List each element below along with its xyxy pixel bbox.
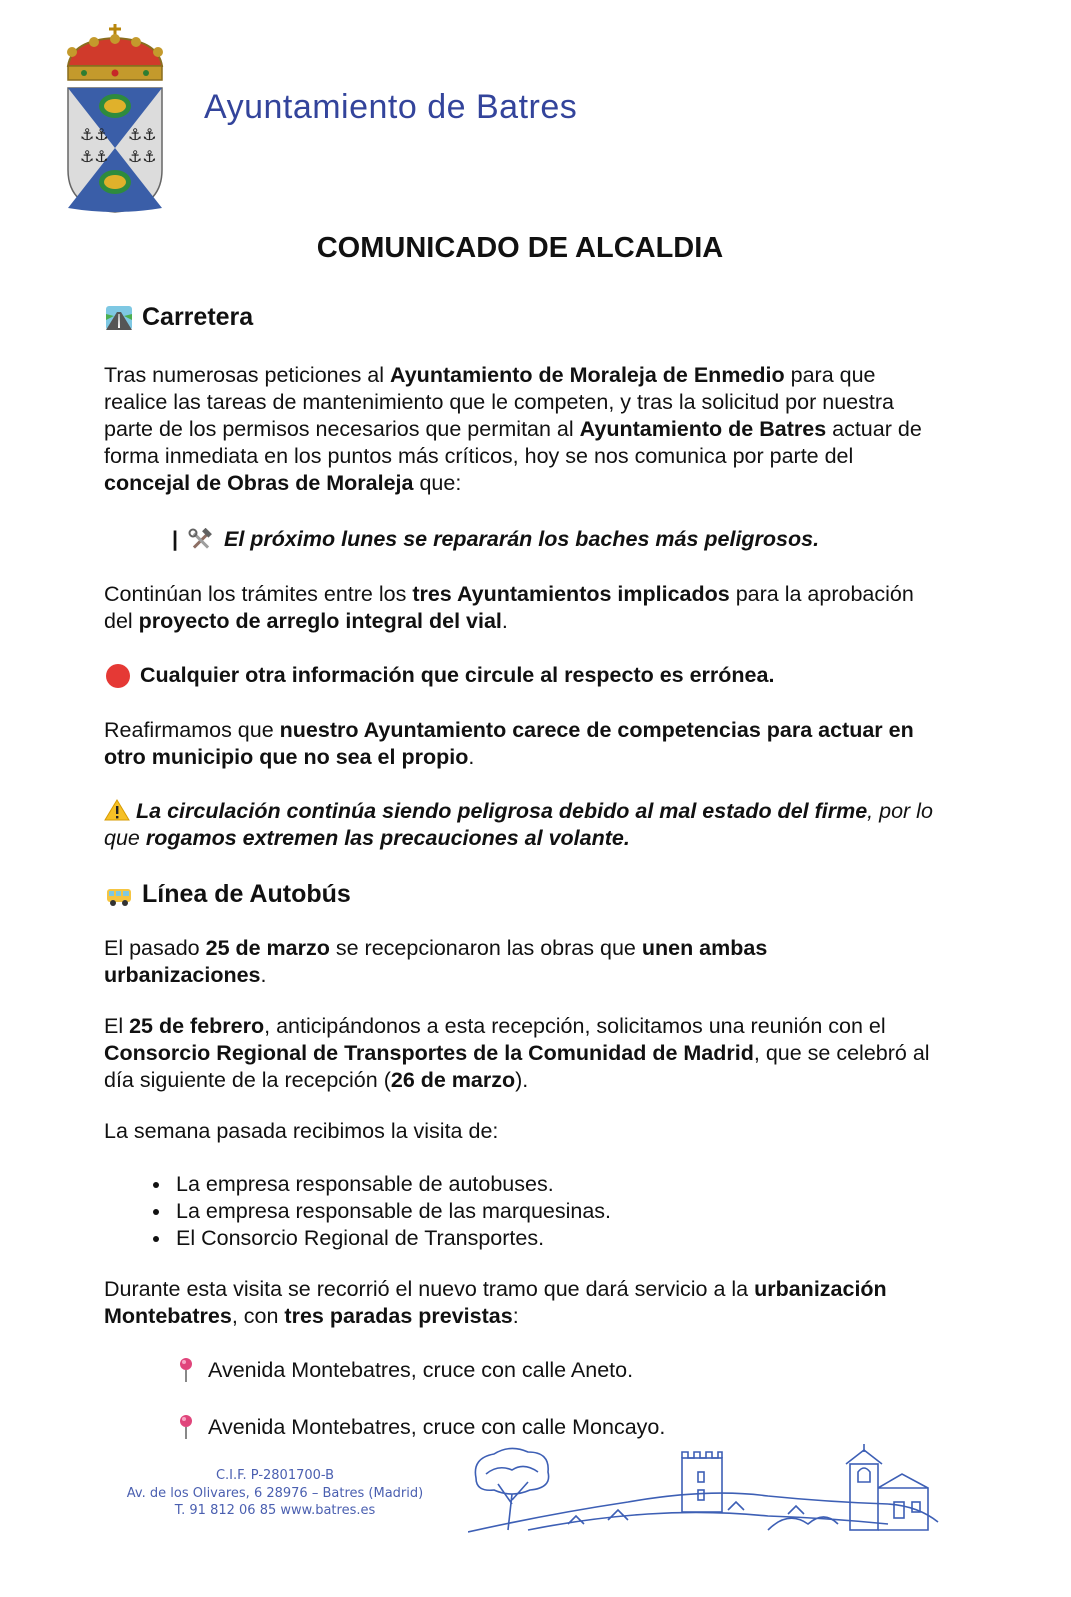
road-alert: [106, 663, 774, 688]
text-run: , anticipándonos a esta recepción, solicitamos una reunión con el: [264, 1014, 886, 1038]
list-item: • La empresa responsable de autobuses.: [172, 1171, 872, 1198]
quote-bar: |: [172, 527, 179, 551]
list-item: • El Consorcio Regional de Transportes.: [172, 1225, 872, 1252]
svg-text:⚓⚓: ⚓⚓: [128, 147, 157, 166]
footer-address: Av. de los Olivares, 6 28976 – Batres (Madrid): [126, 1485, 424, 1501]
text-run: El pasado: [104, 936, 206, 960]
bus-stop-item: [176, 1414, 665, 1440]
bus-stop-item: [176, 1357, 633, 1383]
bold-text-run: Consorcio Regional de Transportes de la Comunidad de Madrid: [104, 1041, 754, 1065]
bold-text-run: urbanización Montebatres: [104, 1277, 887, 1328]
visit-list: [104, 1171, 872, 1252]
bold-text-run: concejal de Obras de Moraleja: [104, 471, 414, 495]
svg-text:⚓⚓: ⚓⚓: [80, 147, 109, 166]
quote-text: El próximo lunes se repararán los baches más peligrosos.: [224, 527, 820, 551]
bold-text-run: tres paradas previstas: [284, 1304, 513, 1328]
bold-text-run: tres Ayuntamientos implicados: [412, 582, 730, 606]
warning-text: [104, 799, 933, 850]
pushpin-icon: [176, 1357, 196, 1383]
tools-icon: [188, 528, 214, 552]
text-run: actuar de forma inmediata en los puntos más críticos, hoy se nos comunica por parte del: [104, 417, 922, 468]
list-item: • La empresa responsable de las marquesinas.: [172, 1198, 872, 1225]
bold-text-run: Ayuntamiento de Batres: [579, 417, 827, 441]
road-quote: [172, 527, 819, 552]
footer-cif: C.I.F. P-2801700-B: [215, 1468, 335, 1483]
text-run: El: [104, 1014, 130, 1038]
town-skyline-illustration: [468, 1444, 940, 1536]
svg-text:⚓⚓: ⚓⚓: [128, 125, 157, 144]
text-run: Reafirmamos que: [104, 718, 280, 742]
road-icon: [106, 306, 132, 330]
section-heading-label: Carretera: [142, 303, 254, 331]
text-run: , con: [231, 1304, 285, 1328]
text-run: que:: [413, 471, 462, 495]
bus-stop-label: Avenida Montebatres, cruce con calle Moncayo.: [208, 1414, 666, 1439]
bus-icon: [106, 883, 132, 907]
text-run: .: [468, 745, 475, 769]
bold-text-run: Ayuntamiento de Moraleja de Enmedio: [390, 363, 785, 387]
text-run: .: [260, 963, 267, 987]
footer-contact: [100, 1467, 450, 1520]
bus-paragraph-2: [104, 1013, 934, 1094]
page-title: COMUNICADO DE ALCALDIA: [316, 232, 724, 264]
bus-stop-label: Avenida Montebatres, cruce con calle Aneto.: [208, 1357, 634, 1382]
coat-of-arms-logo: [62, 22, 168, 216]
bold-text-run: nuestro Ayuntamiento carece de competencias para actuar en otro municipio que no sea el propio: [104, 718, 914, 769]
alert-text: Cualquier otra información que circule al respecto es errónea.: [140, 663, 775, 687]
bold-text-run: 25 de marzo: [205, 936, 330, 960]
text-run: .: [501, 609, 508, 633]
bold-text-run: rogamos extremen las precauciones al volante.: [145, 826, 630, 850]
bold-text-run: proyecto de arreglo integral del vial: [138, 609, 502, 633]
bold-text-run: 25 de febrero: [129, 1014, 265, 1038]
bus-paragraph-4: [104, 1276, 934, 1330]
bus-paragraph-3: La semana pasada recibimos la visita de:: [104, 1119, 499, 1143]
section-heading-road: [106, 303, 253, 332]
bus-paragraph-1: [104, 935, 934, 989]
footer-phone-web: T. 91 812 06 85 www.batres.es: [174, 1503, 376, 1518]
pushpin-icon: [176, 1414, 196, 1440]
text-run: Continúan los trámites entre los: [104, 582, 413, 606]
road-paragraph-3: [104, 717, 934, 771]
bold-text-run: 26 de marzo: [390, 1068, 516, 1092]
svg-text:⚓⚓: ⚓⚓: [80, 125, 109, 144]
text-run: Tras numerosas peticiones al: [104, 363, 390, 387]
road-warning: [104, 798, 934, 852]
text-run: Durante esta visita se recorrió el nuevo tramo que dará servicio a la: [104, 1277, 755, 1301]
bold-text-run: unen ambas urbanizaciones: [104, 936, 768, 987]
road-paragraph-2: [104, 581, 934, 635]
text-run: :: [512, 1304, 519, 1328]
text-run: se recepcionaron las obras que: [329, 936, 642, 960]
section-heading-label: Línea de Autobús: [142, 880, 351, 908]
bold-text-run: La circulación continúa siendo peligrosa debido al mal estado del firme: [136, 799, 868, 823]
road-paragraph-1: [104, 362, 934, 497]
text-run: para la aprobación del: [104, 582, 914, 633]
text-run: , que se celebró al día siguiente de la recepción (: [104, 1041, 930, 1092]
warning-icon: [104, 799, 130, 821]
organization-name: Ayuntamiento de Batres: [204, 88, 578, 126]
text-run: , por lo que: [104, 799, 933, 850]
section-heading-bus: [106, 880, 351, 909]
text-run: ).: [515, 1068, 529, 1092]
text-run: para que realice las tareas de mantenimiento que le competen, y tras la solicitud por nuestra parte de los permisos necesarios que permitan al: [104, 363, 894, 441]
red-circle-icon: [106, 664, 130, 688]
